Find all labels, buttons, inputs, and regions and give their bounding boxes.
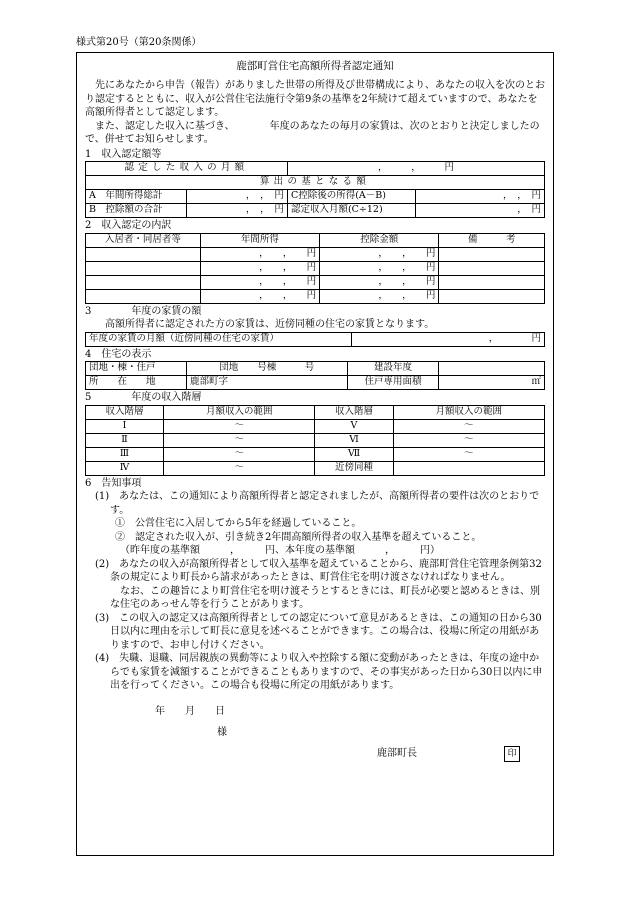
deduction-total-value: ， ， 円 — [186, 204, 287, 218]
base-amount-line: （昨年度の基準額 ， 円、本年度の基準額 ， 円） — [120, 545, 440, 557]
housing-table — [85, 361, 545, 390]
breakdown-header-deduction: 控除金額 — [320, 233, 439, 247]
breakdown-resident-cell — [86, 289, 201, 303]
income-certification-table — [85, 161, 545, 218]
income-after-deduction-value: ， ， 円 — [416, 190, 545, 204]
range-header: 月額収入の範囲 — [393, 405, 545, 419]
bracket-cell: Ⅴ — [315, 419, 393, 433]
issuer-line — [377, 746, 545, 762]
bracket-header: 収入階層 — [315, 405, 393, 419]
monthly-rent-value: ， 円 — [352, 332, 545, 346]
breakdown-header-income: 年間所得 — [200, 233, 319, 247]
breakdown-income-cell: ， ， 円 — [200, 275, 319, 289]
bracket-row — [86, 447, 545, 461]
notice-item-1: (1) あなたは、この通知により高額所得者と認定されましたが、高額所得者の要件は次のとおりです。 — [95, 491, 540, 516]
range-cell: ～ — [393, 433, 545, 447]
certified-monthly-amount-value: ， 円 — [416, 204, 545, 218]
breakdown-row — [86, 261, 545, 275]
notice-item-2-note: なお、この趣旨により町営住宅を明け渡そうとするときには、町長が必要と認めるときは、別な住宅のあっせん等を行うことがあります。 — [110, 585, 540, 611]
bracket-cell: Ⅲ — [86, 447, 164, 461]
floor-area-unit: ㎡ — [439, 376, 545, 390]
notice-item-2: (2) あなたの収入が高額所得者として収入基準を超えていることから、鹿部町営住宅管理条例第32条の規定により町長から請求があったときは、町営住宅を明け渡さなければなりません。 — [95, 558, 542, 584]
bracket-row — [86, 433, 545, 447]
bracket-header: 収入階層 — [86, 405, 164, 419]
breakdown-remarks-cell — [439, 289, 545, 303]
range-cell: ～ — [164, 447, 315, 461]
breakdown-income-cell: ， ， 円 — [200, 247, 319, 261]
section-5-heading: 5 年度の収入階層 — [85, 392, 202, 404]
range-cell — [393, 461, 545, 475]
deduction-total-label: B 控除額の合計 — [86, 204, 187, 218]
breakdown-remarks-cell — [439, 275, 545, 289]
addressee: 様 — [217, 727, 227, 739]
breakdown-income-cell: ， ， 円 — [200, 289, 319, 303]
breakdown-resident-cell — [86, 275, 201, 289]
breakdown-row — [86, 247, 545, 261]
breakdown-deduction-cell: ， ， 円 — [320, 261, 439, 275]
breakdown-income-cell: ， ， 円 — [200, 261, 319, 275]
section-6-heading: 6 告知事項 — [85, 477, 142, 489]
address-label: 所 在 地 — [86, 376, 187, 390]
monthly-rent-label: 年度の家賃の月額（近傍同種の住宅の家賃） — [86, 332, 352, 346]
rent-explanation: 高額所得者に認定された方の家賃は、近傍同種の住宅の家賃となります。 — [105, 319, 435, 331]
certified-monthly-amount-label: 認定収入月額(C÷12) — [287, 204, 416, 218]
breakdown-header-remarks: 備 考 — [439, 233, 545, 247]
income-breakdown-table — [85, 233, 545, 304]
bracket-cell: Ⅳ — [86, 461, 164, 475]
range-cell: ～ — [393, 447, 545, 461]
certified-monthly-income-value: ， ， 円 — [287, 162, 544, 176]
range-header: 月額収入の範囲 — [164, 405, 315, 419]
construction-year-value — [439, 362, 545, 376]
address-value: 鹿部町字 — [186, 376, 347, 390]
notice-frame — [76, 52, 554, 856]
construction-year-label: 建設年度 — [347, 362, 439, 376]
section-1-heading: 1 収入認定額等 — [85, 148, 162, 160]
breakdown-header-resident: 入居者・同居者等 — [86, 233, 201, 247]
issuer-name: 鹿部町長 — [377, 747, 417, 759]
annual-income-total-value: ， ， 円 — [186, 190, 287, 204]
certified-monthly-income-label: 認定した収入の月額 — [86, 162, 288, 176]
bracket-cell: Ⅶ — [315, 447, 393, 461]
range-cell: ～ — [164, 419, 315, 433]
breakdown-deduction-cell: ， ， 円 — [320, 289, 439, 303]
breakdown-deduction-cell: ， ， 円 — [320, 247, 439, 261]
range-cell: ～ — [393, 419, 545, 433]
range-cell: ～ — [164, 433, 315, 447]
section-3-heading: 3 年度の家賃の額 — [85, 305, 202, 317]
breakdown-resident-cell — [86, 261, 201, 275]
bracket-cell: 近傍同種 — [315, 461, 393, 475]
rent-table — [85, 332, 545, 347]
intro-paragraph-2: また、認定した収入に基づき、 年度のあなたの毎月の家賃は、次のとおりと決定しましたので、併せてお知らせします。 — [85, 120, 540, 146]
income-bracket-table — [85, 405, 545, 476]
bracket-cell: Ⅱ — [86, 433, 164, 447]
notice-item-4: (4) 失職、退職、同居親族の異動等により収入や控除する額に変動があったときは、年度の途中からでも家賃を減額することができることもありますので、その事実があった日から30日以内に申出を行ってください。この場合も役場に所定の用紙があります。 — [95, 653, 543, 692]
breakdown-remarks-cell — [439, 261, 545, 275]
breakdown-deduction-cell: ， ， 円 — [320, 275, 439, 289]
housing-unit-value: 団地 号棟 号 — [186, 362, 347, 376]
floor-area-label: 住戸専用面積 — [347, 376, 439, 390]
section-4-heading: 4 住宅の表示 — [85, 348, 152, 360]
housing-unit-label: 団地・棟・住戸 — [86, 362, 187, 376]
bracket-cell: Ⅰ — [86, 419, 164, 433]
section-2-heading: 2 収入認定の内訳 — [85, 220, 172, 232]
breakdown-remarks-cell — [439, 247, 545, 261]
breakdown-row — [86, 289, 545, 303]
bracket-row — [86, 419, 545, 433]
bracket-row — [86, 461, 545, 475]
breakdown-row — [86, 275, 545, 289]
form-id: 様式第20号（第20条関係） — [76, 37, 202, 48]
issue-date: 年 月 日 — [155, 705, 225, 717]
intro-paragraph-1: 先にあなたから申告（報告）がありました世帯の所得及び世帯構成により、あなたの収入を次のとおり認定するとともに、収入が公営住宅法施行令第9条の基準を2年続けて超えていますので、あなたを高額所得者として認定します。 — [85, 80, 545, 119]
income-after-deduction-label: C控除後の所得(A－B) — [287, 190, 416, 204]
annual-income-total-label: A 年間所得総計 — [86, 190, 187, 204]
range-cell: ～ — [164, 461, 315, 475]
requirement-1: ① 公営住宅に入居してから5年を経過していること。 — [115, 518, 362, 530]
bracket-cell: Ⅵ — [315, 433, 393, 447]
seal-mark: 印 — [504, 746, 520, 762]
document-title: 鹿部町営住宅高額所得者認定通知 — [236, 60, 394, 72]
notice-item-3: (3) この収入の認定又は高額所得者としての認定について意見があるときは、この通知の日から30日以内に理由を示して町長に意見を述べることができます。この場合は、役場に所定の用紙がありますので、お申し付けください。 — [95, 612, 542, 651]
calculation-basis-label: 算出の基となる額 — [86, 176, 545, 190]
requirement-2: ② 認定された収入が、引き続き2年間高額所得者の収入基準を超えていること。 — [115, 531, 482, 543]
breakdown-resident-cell — [86, 247, 201, 261]
